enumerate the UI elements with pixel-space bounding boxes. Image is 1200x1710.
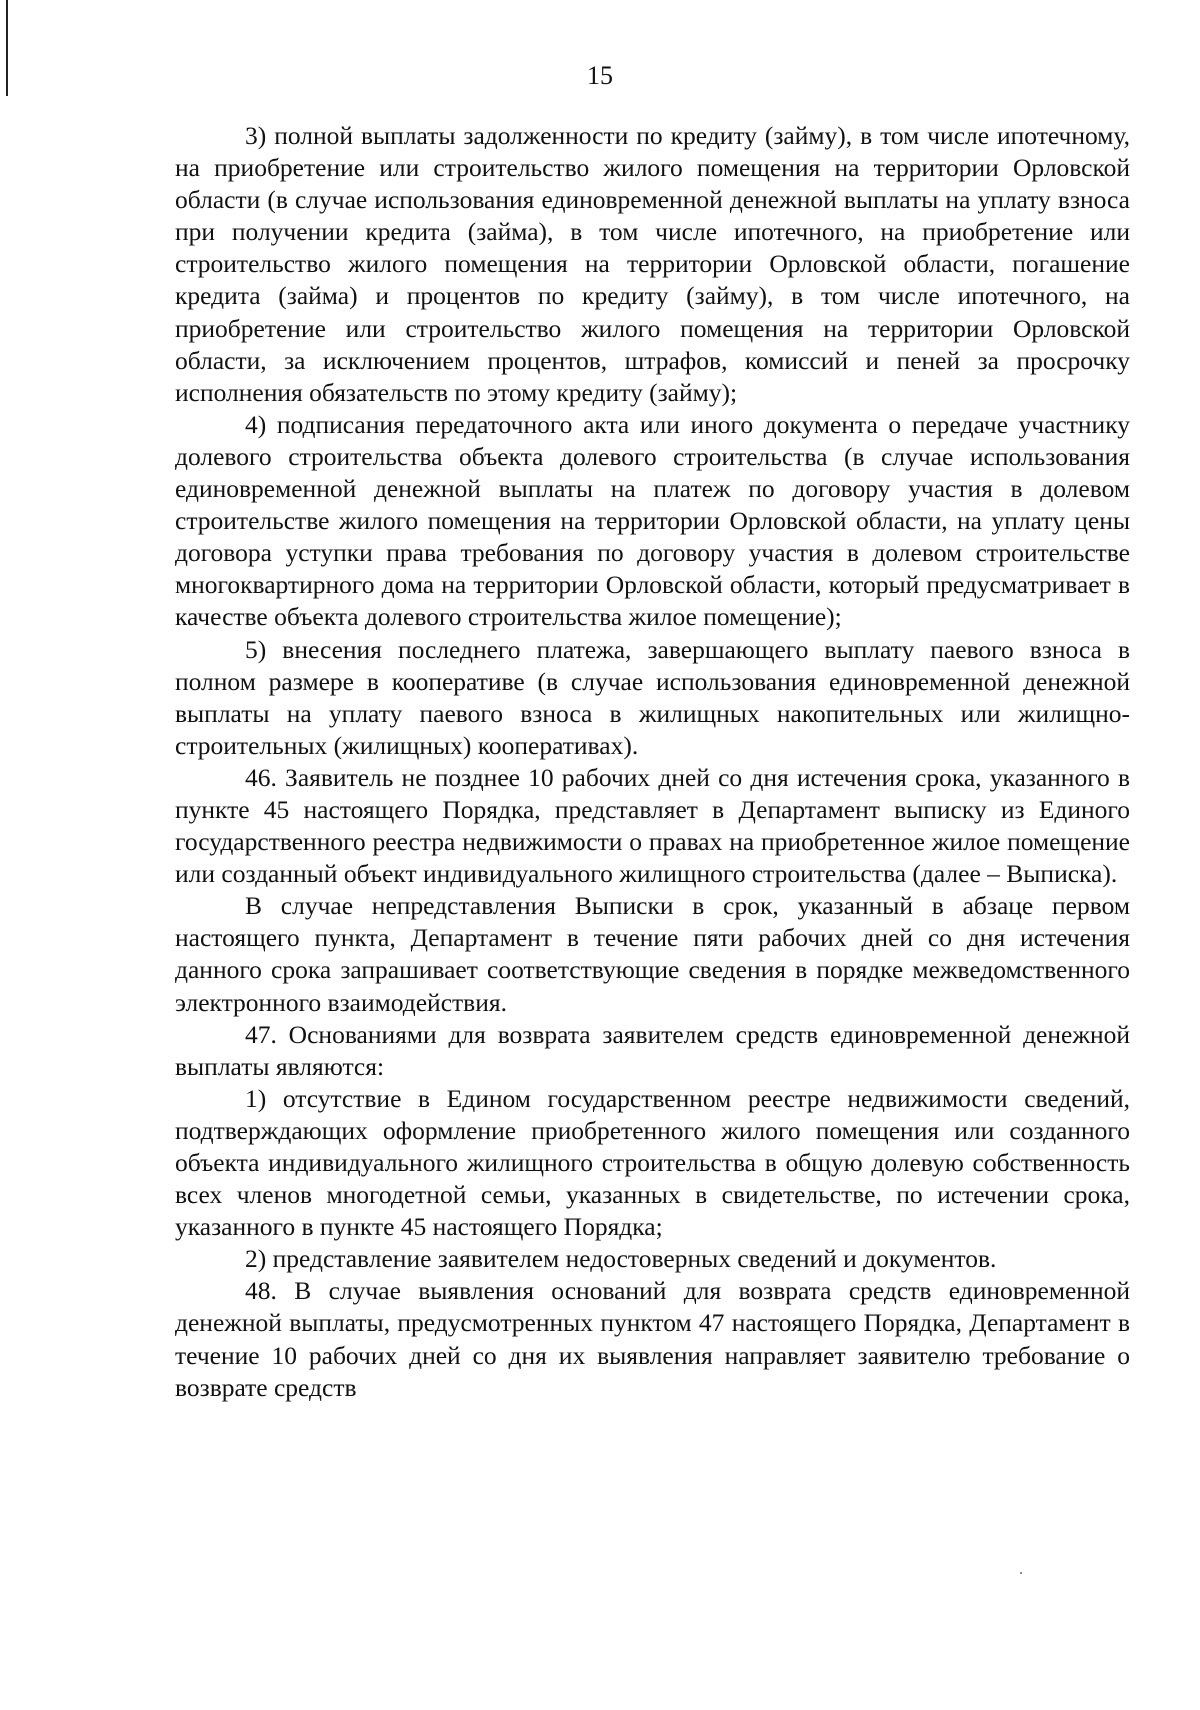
- paragraph-item-5: 5) внесения последнего платежа, завершающего выплату паевого взноса в полном размере в кооперативе (в случае использования единовременной денежной выплаты на уплату паевого взноса в жилищных накопительных или жилищно-строительных (жилищных) кооперативах).: [175, 634, 1130, 760]
- paragraph-clause-47: 47. Основаниями для возврата заявителем средств единовременной денежной выплаты являются:: [175, 1019, 1130, 1081]
- page-number: 15: [587, 61, 613, 90]
- paragraph-clause-47-item-1: 1) отсутствие в Едином государственном реестре недвижимости сведений, подтверждающих оформление приобретенного жилого помещения или созданного объекта индивидуального жилищного строительства в общую долевую собственность всех членов многодетной семьи, указанных в свидетельстве, по истечении срока, указанного в пункте 45 настоящего Порядка;: [175, 1083, 1130, 1242]
- paragraph-clause-46-part-2: В случае непредставления Выписки в срок, указанный в абзаце первом настоящего пункта, Департамент в течение пяти рабочих дней со дня истечения данного срока запрашивает соответствующие сведения в порядке межведомственного электронного взаимодействия.: [175, 891, 1130, 1017]
- document-body: [175, 120, 1130, 1404]
- paragraph-item-4: 4) подписания передаточного акта или иного документа о передаче участнику долевого строительства объекта долевого строительства (в случае использования единовременной денежной выплаты на платеж по договору участия в долевом строительстве жилого помещения на территории Орловской области, на уплату цены договора уступки права требования по договору участия в долевом строительстве многоквартирного дома на территории Орловской области, который предусматривает в качестве объекта долевого строительства жилое помещение);: [175, 409, 1130, 632]
- paragraph-clause-46: 46. Заявитель не позднее 10 рабочих дней со дня истечения срока, указанного в пункте 45 настоящего Порядка, представляет в Департамент выписку из Единого государственного реестра недвижимости о правах на приобретенное жилое помещение или созданный объект индивидуального жилищного строительства (далее – Выписка).: [175, 762, 1130, 889]
- paragraph-clause-48: 48. В случае выявления оснований для возврата средств единовременной денежной выплаты, предусмотренных пунктом 47 настоящего Порядка, Департамент в течение 10 рабочих дней со дня их выявления направляет заявителю требование о возврате средств: [175, 1276, 1130, 1402]
- paragraph-clause-47-item-2: 2) представление заявителем недостоверных сведений и документов.: [245, 1244, 997, 1274]
- scan-speck: [1020, 1572, 1022, 1574]
- paragraph-item-3: 3) полной выплаты задолженности по кредиту (займу), в том числе ипотечному, на приобретение или строительство жилого помещения на территории Орловской области (в случае использования единовременной денежной выплаты на уплату взноса при получении кредита (займа), в том числе ипотечного, на приобретение или строительство жилого помещения на территории Орловской области, погашение кредита (займа) и процентов по кредиту (займу), в том числе ипотечного, на приобретение или строительство жилого помещения на территории Орловской области, за исключением процентов, штрафов, комиссий и пеней за просрочку исполнения обязательств по этому кредиту (займу);: [175, 121, 1130, 407]
